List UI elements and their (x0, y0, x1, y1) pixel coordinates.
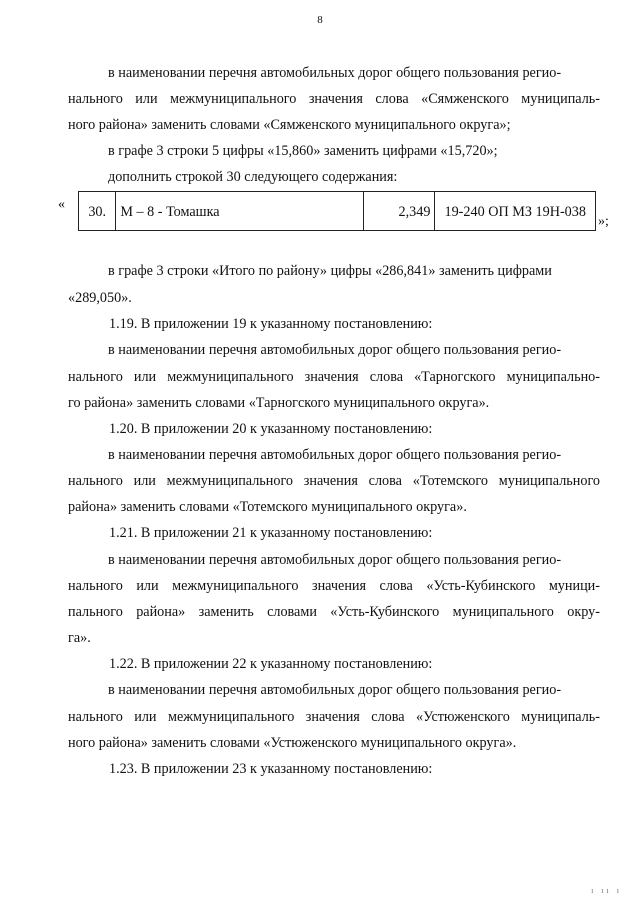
paragraph-line: в графе 3 строки «Итого по району» цифры «286,841» заменить цифрами (108, 263, 552, 279)
section-heading: 1.20. В приложении 20 к указанному постановлению: (109, 421, 433, 437)
paragraph-line: в наименовании перечня автомобильных дорог общего пользования регио- (108, 65, 562, 81)
table-row (79, 192, 596, 231)
page-number: 8 (317, 14, 323, 26)
paragraph-line: нального или межмуниципального значения слова «Устюженского муниципаль- (68, 709, 600, 725)
opening-quote: « (58, 197, 65, 212)
paragraph-line: в наименовании перечня автомобильных дорог общего пользования регио- (108, 447, 562, 463)
paragraph-line: га». (68, 630, 91, 646)
section-heading: 1.23. В приложении 23 к указанному постановлению: (109, 761, 433, 777)
row-number-cell: 30. (79, 192, 116, 231)
paragraph-line: нального или межмуниципального значения слова «Тотемского муниципального (68, 473, 600, 489)
section-heading: 1.22. В приложении 22 к указанному постановлению: (109, 656, 433, 672)
section-heading: 1.21. В приложении 21 к указанному постановлению: (109, 525, 433, 541)
paragraph-line: в наименовании перечня автомобильных дорог общего пользования регио- (108, 342, 562, 358)
corner-mark: ı ıı ı (591, 886, 622, 895)
paragraph-line: нального или межмуниципального значения слова «Сямженского муниципаль- (68, 91, 600, 107)
paragraph-line: в графе 3 строки 5 цифры «15,860» заменить цифрами «15,720»; (108, 143, 498, 159)
paragraph-line: пального района» заменить словами «Усть-Кубинского муниципального окру- (68, 604, 600, 620)
paragraph-line: ного района» заменить словами «Сямженского муниципального округа»; (68, 117, 511, 133)
paragraph-line: го района» заменить словами «Тарногского муниципального округа». (68, 395, 490, 411)
paragraph-line: ного района» заменить словами «Устюженского муниципального округа». (68, 735, 517, 751)
paragraph-line: в наименовании перечня автомобильных дорог общего пользования регио- (108, 552, 562, 568)
paragraph-line: дополнить строкой 30 следующего содержания: (108, 169, 398, 185)
road-name-cell: М – 8 - Томашка (116, 192, 363, 231)
paragraph-line: в наименовании перечня автомобильных дорог общего пользования регио- (108, 682, 562, 698)
road-code-cell: 19-240 ОП МЗ 19Н-038 (435, 192, 596, 231)
section-heading: 1.19. В приложении 19 к указанному постановлению: (109, 316, 433, 332)
paragraph-line: района» заменить словами «Тотемского муниципального округа». (68, 499, 467, 515)
road-row-table (78, 191, 596, 231)
paragraph-line: нального или межмуниципального значения слова «Тарногского муниципально- (68, 369, 600, 385)
paragraph-line: нального или межмуниципального значения слова «Усть-Кубинского муници- (68, 578, 600, 594)
road-length-cell: 2,349 (363, 192, 435, 231)
paragraph-line: «289,050». (68, 290, 132, 306)
closing-quote: »; (598, 214, 609, 229)
